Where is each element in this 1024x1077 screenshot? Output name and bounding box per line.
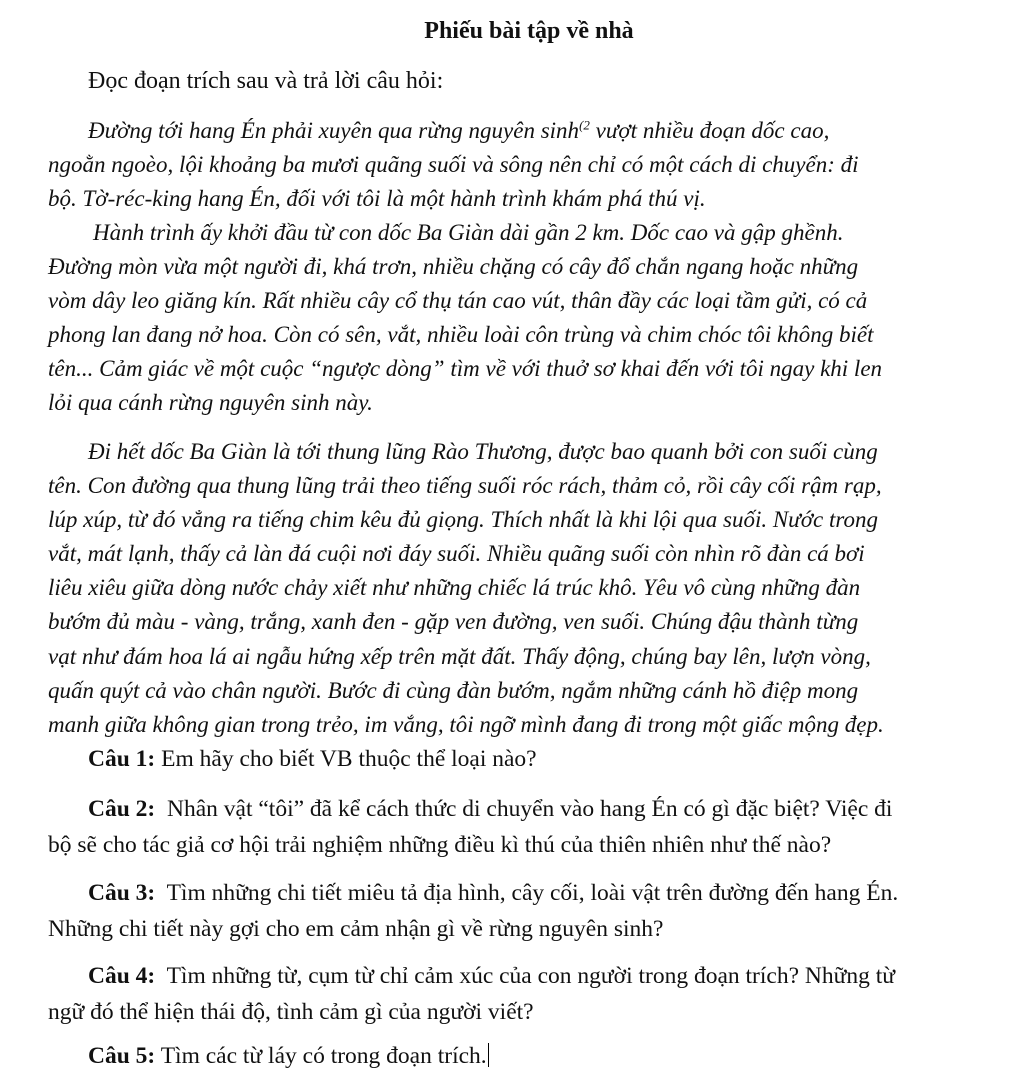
- paragraph-line: phong lan đang nở hoa. Còn có sên, vắt, nhiều loài côn trùng và chim chóc tôi không biết: [48, 322, 874, 348]
- question-text: bộ sẽ cho tác giả cơ hội trải nghiệm những điều kì thú của thiên nhiên như thế nào?: [48, 832, 832, 858]
- paragraph-line: vòm dây leo giăng kín. Rất nhiều cây cổ thụ tán cao vút, thân đầy các loại tầm gửi, có cả: [48, 288, 868, 314]
- footnote-marker: (2: [579, 117, 590, 133]
- question-text: Tìm những chi tiết miêu tả địa hình, cây cối, loài vật trên đường đến hang Én.: [166, 880, 899, 906]
- paragraph-line: Đường tới hang Én phải xuyên qua rừng nguyên $\sinh^{(2}$ vượt nhiều đoạn dốc cao,: [88, 117, 830, 143]
- question-3: [48, 875, 973, 947]
- paragraph-line: vắt, mát lạnh, thấy cả làn đá cuội nơi đáy suối. Nhiều quãng suối còn nhìn rõ đàn cá bơi: [48, 541, 865, 567]
- question-label: Câu 5:: [88, 1043, 156, 1069]
- question-label: Câu 1:: [88, 746, 156, 772]
- paragraph-line: bộ. Tờ-réc-king hang Én, đối với tôi là một hành trình khám phá thú vị.: [48, 186, 706, 212]
- paragraph-line: ngoằn ngoèo, lội khoảng ba mươi quãng suối và sông nên chỉ có một cách di chuyển: đi: [48, 152, 859, 178]
- instruction-text: Đọc đoạn trích sau và trả lời câu hỏi:: [88, 68, 444, 94]
- paragraph-line: tên. Con đường qua thung lũng trải theo tiếng suối róc rách, thảm cỏ, rồi cây cối rậm rạp,: [48, 473, 882, 499]
- paragraph-line: lúp xúp, từ đó vẳng ra tiếng chim kêu đủ giọng. Thích nhất là khi lội qua suối. Nước trong: [48, 507, 878, 533]
- question-text: Nhân vật “tôi” đã kể cách thức di chuyển vào hang Én có gì đặc biệt? Việc đi: [167, 796, 893, 822]
- question-5: [48, 1038, 973, 1074]
- question-text: Những chi tiết này gợi cho em cảm nhận gì về rừng nguyên sinh?: [48, 916, 664, 942]
- question-label: Câu 2:: [88, 796, 156, 822]
- passage-paragraph-1: [48, 114, 973, 216]
- paragraph-line: lỏi qua cánh rừng nguyên sinh này.: [48, 390, 373, 416]
- question-2: [48, 791, 973, 863]
- question-4: [48, 958, 973, 1030]
- paragraph-line: tên... Cảm giác về một cuộc “ngược dòng” tìm về với thuở sơ khai đến với tôi ngay khi len: [48, 356, 883, 382]
- paragraph-line: bướm đủ màu - vàng, trắng, xanh đen - gặp ven đường, ven suối. Chúng đậu thành từng: [48, 609, 859, 635]
- paragraph-line: liêu xiêu giữa dòng nước chảy xiết như những chiếc lá trúc khô. Yêu vô cùng những đàn: [48, 575, 861, 601]
- question-text: ngữ đó thể hiện thái độ, tình cảm gì của người viết?: [48, 999, 534, 1025]
- paragraph-line: Đường mòn vừa một người đi, khá trơn, nhiều chặng có cây đổ chắn ngang hoặc những: [48, 254, 859, 280]
- question-label: Câu 3:: [88, 880, 156, 906]
- question-label: Câu 4:: [88, 963, 156, 989]
- paragraph-line: vạt như đám hoa lá ai ngẫu hứng xếp trên mặt đất. Thấy động, chúng bay lên, lượn vòng,: [48, 643, 871, 669]
- paragraph-line: manh giữa không gian trong trẻo, im vắng, tôi ngỡ mình đang đi trong một giấc mộng đẹp.: [48, 711, 884, 737]
- paragraph-line: Đi hết dốc Ba Giàn là tới thung lũng Rào Thương, được bao quanh bởi con suối cùng: [88, 439, 878, 464]
- question-1: [48, 741, 973, 777]
- question-text: Tìm các từ láy có trong đoạn trích.: [160, 1043, 487, 1069]
- passage-paragraph-3: [48, 435, 973, 742]
- question-text: Em hãy cho biết VB thuộc thể loại nào?: [161, 746, 537, 772]
- text-cursor[interactable]: [488, 1043, 489, 1067]
- question-text: Tìm những từ, cụm từ chỉ cảm xúc của con người trong đoạn trích? Những từ: [166, 963, 895, 989]
- paragraph-line: Hành trình ấy khởi đầu từ con dốc Ba Giàn dài gần 2 km. Dốc cao và gập ghềnh.: [93, 220, 844, 245]
- page-title: Phiếu bài tập về nhà: [424, 18, 634, 44]
- paragraph-line: quấn quýt cả vào chân người. Bước đi cùng đàn bướm, ngắm những cánh hồ điệp mong: [48, 677, 859, 703]
- passage-paragraph-2: [48, 216, 973, 421]
